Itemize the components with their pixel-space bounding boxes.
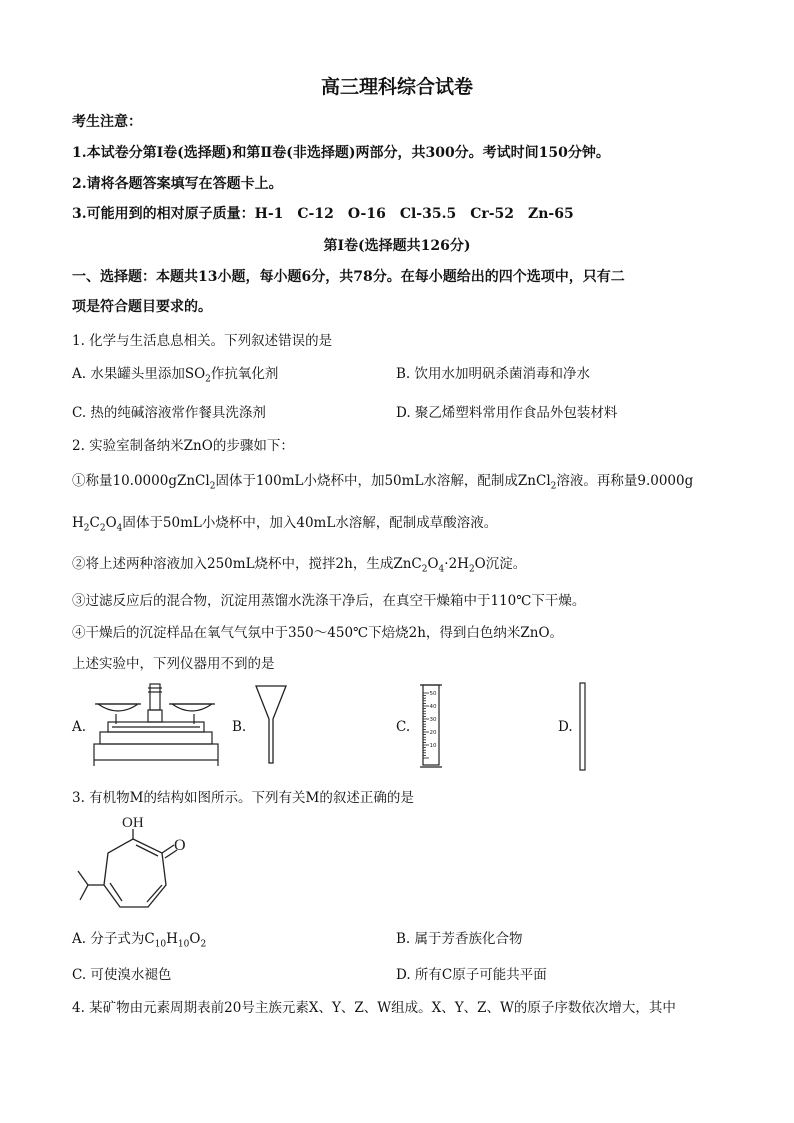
q2-question: 上述实验中，下列仪器用不到的是 xyxy=(72,656,275,672)
q3-stem: 3. 有机物M的结构如图所示。下列有关M的叙述正确的是 xyxy=(72,790,414,806)
q3-option-b: B. 属于芳香族化合物 xyxy=(396,931,523,947)
balance-scale-icon xyxy=(90,682,220,770)
q2-step4: ④干燥后的沉淀样品在氧气气氛中于350～450℃下焙烧2h，得到白色纳米ZnO。 xyxy=(72,625,564,641)
cylinder-mark-label: 10 xyxy=(429,743,437,749)
q2-step1-line1: ①称量10.0000gZnCl$_2$固体于100mL小烧杯中，加50mL水溶解，配制成ZnCl$_2$溶液。再称量9.0000g xyxy=(72,473,694,492)
graduated-cylinder-icon xyxy=(420,683,442,769)
q2-option-d-label: D. xyxy=(558,719,573,735)
q1-option-c: C. 热的纯碱溶液常作餐具洗涤剂 xyxy=(72,405,266,421)
page-title: 高三理科综合试卷 xyxy=(320,76,473,98)
notice-item-3: 3.可能用到的相对原子质量：H-1 C-12 O-16 Cl-35.5 Cr-52 Zn-65 xyxy=(72,206,574,222)
q1-option-a: A. 水果罐头里添加$SO_2$作抗氧化剂 xyxy=(72,366,279,385)
q2-option-c-label: C. xyxy=(396,719,411,735)
notice-heading: 考生注意： xyxy=(72,114,142,130)
q4-stem: 4. 某矿物由元素周期表前20号主族元素X、Y、Z、W组成。X、Y、Z、W的原子序数依次增大，其中 xyxy=(72,1000,676,1016)
notice-item-1: 1.本试卷分第Ⅰ卷(选择题)和第Ⅱ卷(非选择题)两部分，共300分。考试时间150分钟。 xyxy=(72,145,610,161)
q2-stem: 2. 实验室制备纳米ZnO的步骤如下： xyxy=(72,438,294,454)
q1-stem: 1. 化学与生活息息相关。下列叙述错误的是 xyxy=(72,333,333,349)
oh-label: OH xyxy=(122,815,144,831)
q2-step3: ③过滤反应后的混合物，沉淀用蒸馏水洗涤干净后，在真空干燥箱中于110℃下干燥。 xyxy=(72,593,586,609)
q1-option-b: B. 饮用水加明矾杀菌消毒和净水 xyxy=(396,366,591,382)
cylinder-mark-label: 30 xyxy=(429,717,437,723)
o-label: O xyxy=(174,837,186,854)
section-title: 第Ⅰ卷(选择题共126分) xyxy=(323,238,471,254)
q3-option-a: A. 分子式为$C_{10}H_{10}O_2$ xyxy=(72,931,207,950)
q2-step1-line2: $H_2C_2O_4$固体于50mL小烧杯中，加入40mL水溶解，配制成草酸溶液。 xyxy=(72,515,498,534)
funnel-icon xyxy=(255,685,287,765)
glass-rod-icon xyxy=(578,682,588,772)
q3-option-d: D. 所有C原子可能共平面 xyxy=(396,967,547,983)
cylinder-mark-label: 50 xyxy=(429,691,437,697)
q2-option-b-label: B. xyxy=(232,719,247,735)
cylinder-mark-label: 20 xyxy=(429,730,437,736)
section-instruction-line2: 项是符合题目要求的。 xyxy=(72,299,212,315)
notice-item-2: 2.请将各题答案填写在答题卡上。 xyxy=(72,176,283,192)
q2-step2: ②将上述两种溶液加入250mL烧杯中，搅拌2h，生成$ZnC_2O_4\cdot 2H_2O$沉淀。 xyxy=(72,556,527,575)
molecule-m-structure-icon xyxy=(70,815,200,925)
section-instruction-line1: 一、选择题：本题共13小题，每小题6分，共78分。在每小题给出的四个选项中，只有二 xyxy=(72,269,625,285)
cylinder-mark-label: 40 xyxy=(429,704,437,710)
q2-option-a-label: A. xyxy=(72,719,87,735)
q1-option-d: D. 聚乙烯塑料常用作食品外包装材料 xyxy=(396,405,618,421)
q3-option-c: C. 可使溴水褪色 xyxy=(72,967,172,983)
